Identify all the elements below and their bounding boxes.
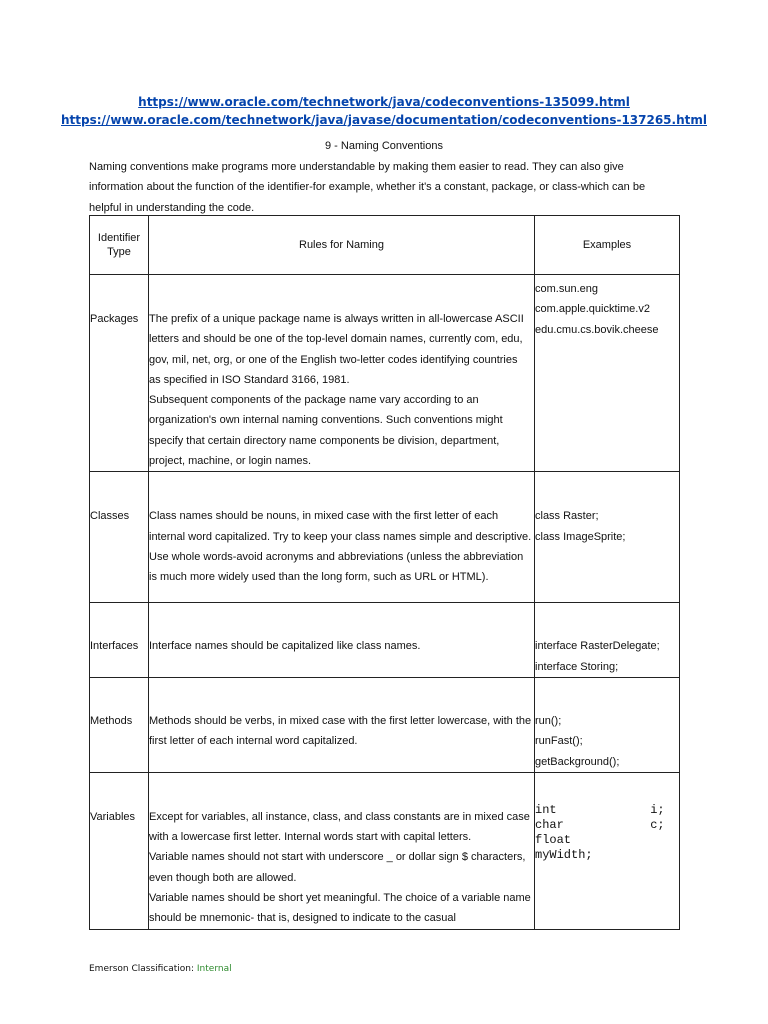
- rules-text: [149, 603, 534, 656]
- rule-paragraph: Except for variables, all instance, class, and class constants are in mixed case with a lowercase first letter. Internal words start with capital letters.: [149, 810, 530, 844]
- identifier-type: Variables: [90, 810, 136, 823]
- example-item: runFast();: [535, 735, 583, 748]
- example-item: class Raster;: [535, 510, 599, 523]
- header-examples: Examples: [535, 216, 680, 275]
- rules-text: [149, 773, 534, 929]
- rule-paragraph: Class names should be nouns, in mixed case with the first letter of each internal word capitalized. Try to keep your class names simple and descriptive. Use whole words-avoid acronyms and abbreviations (unless the abbreviation is much more widely used than the long form, such as URL or HTML).: [149, 510, 532, 584]
- rule-paragraph: The prefix of a unique package name is always written in all-lowercase ASCII letters and should be one of the top-level domain names, currently com, edu, gov, mil, net, org, or one of the English two-letter codes identifying countries as specified in ISO Standard 3166, 1981.: [149, 313, 524, 386]
- identifier-type: Classes: [90, 510, 130, 523]
- example-item: interface RasterDelegate;: [535, 640, 660, 653]
- examples-list: [535, 773, 679, 863]
- rules-text: [149, 472, 534, 587]
- table-header-row: [90, 216, 680, 275]
- example-item: edu.cmu.cs.bovik.cheese: [535, 323, 659, 336]
- examples-list: [535, 678, 679, 772]
- table-row: [90, 677, 680, 772]
- identifier-type: Methods: [90, 714, 133, 727]
- rule-paragraph: Variable names should not start with underscore _ or dollar sign $ characters, even though both are allowed.: [149, 851, 526, 884]
- example-item: interface Storing;: [535, 660, 619, 673]
- example-item: class ImageSprite;: [535, 530, 626, 543]
- identifier-type: Packages: [90, 313, 139, 325]
- reference-link-2[interactable]: https://www.oracle.com/technetwork/java/javase/documentation/codeconventions-137265.html: [61, 113, 707, 127]
- example-item: com.apple.quicktime.v2: [535, 303, 650, 316]
- rule-paragraph: Methods should be verbs, in mixed case with the first letter lowercase, with the first letter of each internal word capitalized.: [149, 714, 532, 748]
- example-item: int i;: [535, 802, 665, 817]
- example-item: char c;: [535, 817, 665, 832]
- rules-text: [149, 678, 534, 752]
- rule-paragraph: Subsequent components of the package name vary according to an organization's own internal naming conventions. Such conventions might specify that certain directory name components be division, department, project, machine, or login names.: [149, 394, 503, 468]
- table-row: [90, 772, 680, 929]
- reference-link-1[interactable]: https://www.oracle.com/technetwork/java/codeconventions-135099.html: [138, 95, 630, 109]
- intro-paragraph: Naming conventions make programs more understandable by making them easier to read. They can also give information about the function of the identifier-for example, whether it's a constant, package, or class-which can be helpful in understanding the code.: [89, 161, 646, 214]
- table-row: [90, 603, 680, 678]
- classification-value: Internal: [196, 964, 232, 974]
- example-item: getBackground();: [535, 755, 620, 768]
- table-row: [90, 472, 680, 603]
- examples-list: [535, 275, 679, 340]
- example-item: float: [535, 832, 572, 847]
- example-item: run();: [535, 714, 562, 727]
- example-item: myWidth;: [535, 847, 593, 862]
- rule-paragraph: Variable names should be short yet meaningful. The choice of a variable name should be mnemonic- that is, designed to indicate to the casual: [149, 892, 531, 925]
- classification-footer: [89, 964, 232, 974]
- header-rules: Rules for Naming: [149, 216, 535, 275]
- header-identifier-type: Identifier Type: [90, 216, 149, 275]
- table-row: [90, 275, 680, 472]
- reference-links: [0, 93, 768, 129]
- naming-conventions-table: [89, 215, 680, 930]
- rules-text: [149, 275, 534, 471]
- rule-paragraph: Interface names should be capitalized like class names.: [149, 640, 421, 653]
- examples-list: [535, 603, 679, 677]
- example-item: com.sun.eng: [535, 283, 598, 295]
- classification-label: Emerson Classification:: [89, 964, 197, 974]
- examples-list: [535, 472, 679, 547]
- identifier-type: Interfaces: [90, 640, 139, 653]
- section-heading: 9 - Naming Conventions: [324, 140, 443, 152]
